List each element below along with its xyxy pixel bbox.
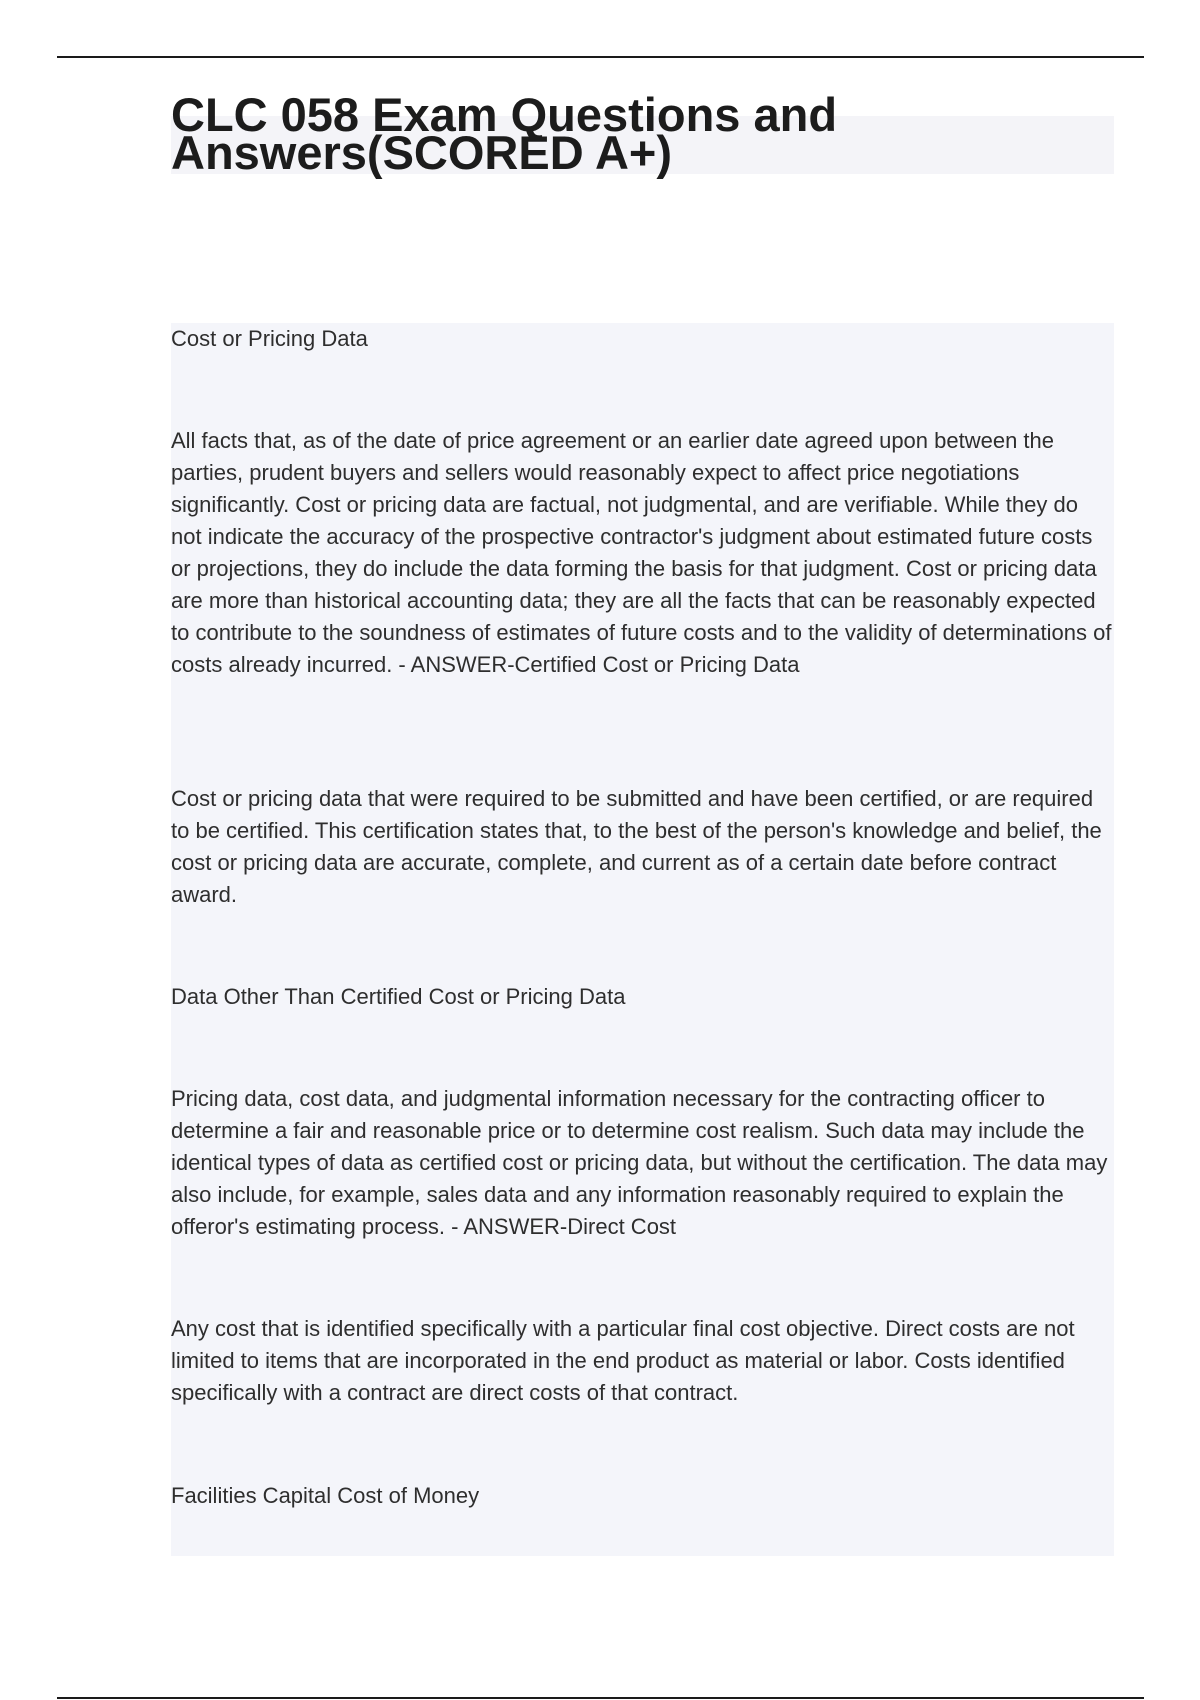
answer-block-4: Any cost that is identified specifically with a particular final cost objective. Direct costs are not limited to items that are incorporated in the end product as material or labor. Costs identified specifically with a contract are direct costs of that contract. bbox=[171, 1316, 1075, 1405]
question-facilities-capital-cost-of-money: Facilities Capital Cost of Money bbox=[171, 1483, 480, 1508]
header-rule bbox=[57, 56, 1144, 58]
content-area bbox=[171, 323, 1114, 1556]
answer-block-2: Cost or pricing data that were required to be submitted and have been certified, or are required to be certified. This certification states that, to the best of the person's knowledge and belief, the cost or pricing data are accurate, complete, and current as of a certain date before contract award. bbox=[171, 786, 1102, 907]
question-data-other-than-certified: Data Other Than Certified Cost or Pricing Data bbox=[171, 984, 626, 1009]
footer-rule bbox=[57, 1697, 1144, 1699]
document-title: CLC 058 Exam Questions and Answers(SCORED A+) bbox=[171, 88, 838, 179]
answer-block-3: Pricing data, cost data, and judgmental information necessary for the contracting officer to determine a fair and reasonable price or to determine cost realism. Such data may include the identical types of data as certified cost or pricing data, but without the certification. The data may also include, for example, sales data and any information reasonably required to explain the offeror's estimating process. - ANSWER-Direct Cost bbox=[171, 1086, 1108, 1239]
question-cost-or-pricing-data: Cost or Pricing Data bbox=[171, 326, 368, 351]
answer-block-1: All facts that, as of the date of price agreement or an earlier date agreed upon between the parties, prudent buyers and sellers would reasonably expect to affect price negotiations significantly. Cost or pricing data are factual, not judgmental, and are verifiable. While they do not indicate the accuracy of the prospective contractor's judgment about estimated future costs or projections, they do include the data forming the basis for that judgment. Cost or pricing data are more than historical accounting data; they are all the facts that can be reasonably expected to contribute to the soundness of estimates of future costs and to the validity of determinations of costs already incurred. - ANSWER-Certified Cost or Pricing Data bbox=[171, 428, 1112, 677]
